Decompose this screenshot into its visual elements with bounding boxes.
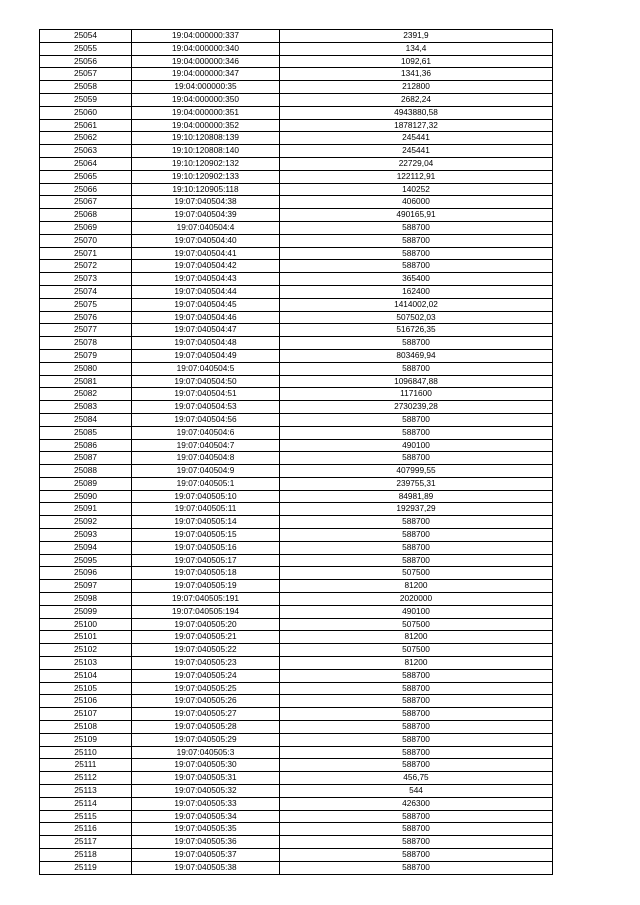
value-cell: 588700 <box>280 669 553 682</box>
row-number-cell: 25108 <box>40 721 132 734</box>
table-row <box>40 682 553 695</box>
row-number-cell: 25080 <box>40 362 132 375</box>
value-cell: 588700 <box>280 362 553 375</box>
cadastral-number-cell: 19:07:040505:24 <box>132 669 280 682</box>
row-number-cell: 25068 <box>40 209 132 222</box>
cadastral-number-cell: 19:07:040504:5 <box>132 362 280 375</box>
row-number-cell: 25107 <box>40 708 132 721</box>
cadastral-number-cell: 19:10:120808:139 <box>132 132 280 145</box>
table-row <box>40 644 553 657</box>
row-number-cell: 25115 <box>40 810 132 823</box>
value-cell: 84981,89 <box>280 490 553 503</box>
table-row <box>40 132 553 145</box>
row-number-cell: 25059 <box>40 93 132 106</box>
row-number-cell: 25078 <box>40 337 132 350</box>
table-row <box>40 541 553 554</box>
cadastral-value-table <box>39 29 553 875</box>
table-row <box>40 708 553 721</box>
value-cell: 245441 <box>280 132 553 145</box>
cadastral-number-cell: 19:07:040505:191 <box>132 593 280 606</box>
value-cell: 192937,29 <box>280 503 553 516</box>
cadastral-number-cell: 19:10:120902:132 <box>132 157 280 170</box>
value-cell: 122112,91 <box>280 170 553 183</box>
cadastral-number-cell: 19:07:040504:9 <box>132 465 280 478</box>
cadastral-number-cell: 19:07:040505:22 <box>132 644 280 657</box>
table-row <box>40 567 553 580</box>
cadastral-number-cell: 19:07:040505:31 <box>132 772 280 785</box>
value-cell: 516726,35 <box>280 324 553 337</box>
cadastral-number-cell: 19:07:040504:45 <box>132 298 280 311</box>
table-row <box>40 30 553 43</box>
value-cell: 588700 <box>280 861 553 874</box>
table-row <box>40 516 553 529</box>
row-number-cell: 25093 <box>40 529 132 542</box>
table-row <box>40 68 553 81</box>
row-number-cell: 25119 <box>40 861 132 874</box>
table-row <box>40 836 553 849</box>
value-cell: 490100 <box>280 439 553 452</box>
row-number-cell: 25063 <box>40 145 132 158</box>
table-row <box>40 452 553 465</box>
row-number-cell: 25103 <box>40 657 132 670</box>
cadastral-number-cell: 19:07:040505:21 <box>132 631 280 644</box>
cadastral-number-cell: 19:07:040505:33 <box>132 797 280 810</box>
row-number-cell: 25064 <box>40 157 132 170</box>
cadastral-number-cell: 19:04:000000:352 <box>132 119 280 132</box>
value-cell: 245441 <box>280 145 553 158</box>
row-number-cell: 25055 <box>40 42 132 55</box>
table-row <box>40 861 553 874</box>
table-row <box>40 733 553 746</box>
row-number-cell: 25062 <box>40 132 132 145</box>
table-row <box>40 93 553 106</box>
table-row <box>40 388 553 401</box>
value-cell: 588700 <box>280 541 553 554</box>
cadastral-number-cell: 19:07:040505:194 <box>132 605 280 618</box>
value-cell: 588700 <box>280 823 553 836</box>
row-number-cell: 25086 <box>40 439 132 452</box>
table-row <box>40 490 553 503</box>
value-cell: 1171600 <box>280 388 553 401</box>
row-number-cell: 25096 <box>40 567 132 580</box>
table-row <box>40 81 553 94</box>
table-row <box>40 605 553 618</box>
table-row <box>40 503 553 516</box>
value-cell: 212800 <box>280 81 553 94</box>
table-row <box>40 759 553 772</box>
value-cell: 1092,61 <box>280 55 553 68</box>
value-cell: 588700 <box>280 516 553 529</box>
cadastral-number-cell: 19:07:040504:4 <box>132 221 280 234</box>
table-row <box>40 42 553 55</box>
cadastral-number-cell: 19:07:040505:25 <box>132 682 280 695</box>
value-cell: 239755,31 <box>280 477 553 490</box>
table-row <box>40 439 553 452</box>
row-number-cell: 25071 <box>40 247 132 260</box>
cadastral-number-cell: 19:07:040504:7 <box>132 439 280 452</box>
row-number-cell: 25083 <box>40 401 132 414</box>
value-cell: 1341,36 <box>280 68 553 81</box>
row-number-cell: 25057 <box>40 68 132 81</box>
table-row <box>40 298 553 311</box>
table-body <box>40 30 553 875</box>
row-number-cell: 25099 <box>40 605 132 618</box>
table-row <box>40 426 553 439</box>
cadastral-number-cell: 19:07:040504:49 <box>132 349 280 362</box>
value-cell: 544 <box>280 785 553 798</box>
row-number-cell: 25092 <box>40 516 132 529</box>
table-row <box>40 324 553 337</box>
table-row <box>40 413 553 426</box>
row-number-cell: 25087 <box>40 452 132 465</box>
table-row <box>40 669 553 682</box>
cadastral-number-cell: 19:04:000000:337 <box>132 30 280 43</box>
table-row <box>40 260 553 273</box>
cadastral-number-cell: 19:07:040505:27 <box>132 708 280 721</box>
value-cell: 162400 <box>280 285 553 298</box>
value-cell: 507500 <box>280 618 553 631</box>
table-row <box>40 349 553 362</box>
row-number-cell: 25097 <box>40 580 132 593</box>
value-cell: 456,75 <box>280 772 553 785</box>
row-number-cell: 25100 <box>40 618 132 631</box>
cadastral-number-cell: 19:04:000000:346 <box>132 55 280 68</box>
row-number-cell: 25076 <box>40 311 132 324</box>
table-row <box>40 337 553 350</box>
table-row <box>40 721 553 734</box>
value-cell: 588700 <box>280 234 553 247</box>
value-cell: 22729,04 <box>280 157 553 170</box>
row-number-cell: 25072 <box>40 260 132 273</box>
table-row <box>40 285 553 298</box>
cadastral-number-cell: 19:07:040505:28 <box>132 721 280 734</box>
row-number-cell: 25085 <box>40 426 132 439</box>
value-cell: 588700 <box>280 836 553 849</box>
cadastral-number-cell: 19:07:040505:34 <box>132 810 280 823</box>
table-row <box>40 247 553 260</box>
cadastral-number-cell: 19:07:040504:56 <box>132 413 280 426</box>
cadastral-number-cell: 19:07:040505:11 <box>132 503 280 516</box>
row-number-cell: 25114 <box>40 797 132 810</box>
cadastral-number-cell: 19:07:040504:43 <box>132 273 280 286</box>
value-cell: 588700 <box>280 247 553 260</box>
value-cell: 81200 <box>280 657 553 670</box>
cadastral-number-cell: 19:07:040504:38 <box>132 196 280 209</box>
row-number-cell: 25110 <box>40 746 132 759</box>
cadastral-number-cell: 19:07:040505:10 <box>132 490 280 503</box>
cadastral-number-cell: 19:07:040504:44 <box>132 285 280 298</box>
value-cell: 4943880,58 <box>280 106 553 119</box>
value-cell: 588700 <box>280 810 553 823</box>
value-cell: 588700 <box>280 529 553 542</box>
cadastral-number-cell: 19:10:120905:118 <box>132 183 280 196</box>
value-cell: 588700 <box>280 746 553 759</box>
cadastral-number-cell: 19:07:040505:32 <box>132 785 280 798</box>
cadastral-number-cell: 19:07:040504:41 <box>132 247 280 260</box>
value-cell: 2391,9 <box>280 30 553 43</box>
row-number-cell: 25082 <box>40 388 132 401</box>
row-number-cell: 25111 <box>40 759 132 772</box>
value-cell: 588700 <box>280 554 553 567</box>
value-cell: 406000 <box>280 196 553 209</box>
table-row <box>40 593 553 606</box>
value-cell: 81200 <box>280 580 553 593</box>
value-cell: 2682,24 <box>280 93 553 106</box>
table-row <box>40 785 553 798</box>
table-row <box>40 362 553 375</box>
row-number-cell: 25089 <box>40 477 132 490</box>
cadastral-number-cell: 19:07:040505:26 <box>132 695 280 708</box>
cadastral-number-cell: 19:07:040504:48 <box>132 337 280 350</box>
cadastral-number-cell: 19:07:040504:53 <box>132 401 280 414</box>
table-row <box>40 145 553 158</box>
table-row <box>40 401 553 414</box>
table-row <box>40 823 553 836</box>
row-number-cell: 25088 <box>40 465 132 478</box>
value-cell: 490100 <box>280 605 553 618</box>
table-row <box>40 170 553 183</box>
row-number-cell: 25106 <box>40 695 132 708</box>
table-row <box>40 631 553 644</box>
value-cell: 1414002,02 <box>280 298 553 311</box>
cadastral-number-cell: 19:07:040504:8 <box>132 452 280 465</box>
cadastral-number-cell: 19:07:040504:47 <box>132 324 280 337</box>
row-number-cell: 25060 <box>40 106 132 119</box>
row-number-cell: 25104 <box>40 669 132 682</box>
value-cell: 490165,91 <box>280 209 553 222</box>
table-row <box>40 746 553 759</box>
table-row <box>40 311 553 324</box>
value-cell: 588700 <box>280 682 553 695</box>
value-cell: 407999,55 <box>280 465 553 478</box>
row-number-cell: 25081 <box>40 375 132 388</box>
table-row <box>40 465 553 478</box>
cadastral-number-cell: 19:04:000000:347 <box>132 68 280 81</box>
cadastral-number-cell: 19:07:040504:51 <box>132 388 280 401</box>
row-number-cell: 25065 <box>40 170 132 183</box>
row-number-cell: 25077 <box>40 324 132 337</box>
cadastral-number-cell: 19:07:040505:15 <box>132 529 280 542</box>
value-cell: 803469,94 <box>280 349 553 362</box>
value-cell: 2020000 <box>280 593 553 606</box>
value-cell: 588700 <box>280 733 553 746</box>
row-number-cell: 25066 <box>40 183 132 196</box>
cadastral-number-cell: 19:07:040505:14 <box>132 516 280 529</box>
table-row <box>40 797 553 810</box>
table-row <box>40 55 553 68</box>
value-cell: 588700 <box>280 849 553 862</box>
value-cell: 2730239,28 <box>280 401 553 414</box>
value-cell: 588700 <box>280 695 553 708</box>
cadastral-number-cell: 19:07:040505:20 <box>132 618 280 631</box>
row-number-cell: 25074 <box>40 285 132 298</box>
table-row <box>40 157 553 170</box>
value-cell: 1878127,32 <box>280 119 553 132</box>
table-row <box>40 772 553 785</box>
row-number-cell: 25079 <box>40 349 132 362</box>
value-cell: 365400 <box>280 273 553 286</box>
row-number-cell: 25090 <box>40 490 132 503</box>
cadastral-number-cell: 19:07:040505:19 <box>132 580 280 593</box>
cadastral-number-cell: 19:07:040505:3 <box>132 746 280 759</box>
row-number-cell: 25118 <box>40 849 132 862</box>
row-number-cell: 25116 <box>40 823 132 836</box>
table-row <box>40 234 553 247</box>
row-number-cell: 25094 <box>40 541 132 554</box>
row-number-cell: 25098 <box>40 593 132 606</box>
row-number-cell: 25054 <box>40 30 132 43</box>
row-number-cell: 25084 <box>40 413 132 426</box>
cadastral-number-cell: 19:07:040504:50 <box>132 375 280 388</box>
table-row <box>40 209 553 222</box>
value-cell: 426300 <box>280 797 553 810</box>
value-cell: 134,4 <box>280 42 553 55</box>
cadastral-number-cell: 19:07:040505:18 <box>132 567 280 580</box>
row-number-cell: 25073 <box>40 273 132 286</box>
value-cell: 1096847,88 <box>280 375 553 388</box>
value-cell: 588700 <box>280 759 553 772</box>
table-row <box>40 183 553 196</box>
row-number-cell: 25113 <box>40 785 132 798</box>
cadastral-number-cell: 19:07:040505:36 <box>132 836 280 849</box>
cadastral-number-cell: 19:07:040504:39 <box>132 209 280 222</box>
value-cell: 507500 <box>280 644 553 657</box>
table-row <box>40 657 553 670</box>
table-row <box>40 477 553 490</box>
row-number-cell: 25069 <box>40 221 132 234</box>
value-cell: 588700 <box>280 721 553 734</box>
table-row <box>40 196 553 209</box>
row-number-cell: 25061 <box>40 119 132 132</box>
cadastral-number-cell: 19:07:040505:16 <box>132 541 280 554</box>
row-number-cell: 25112 <box>40 772 132 785</box>
row-number-cell: 25095 <box>40 554 132 567</box>
value-cell: 588700 <box>280 337 553 350</box>
table-row <box>40 273 553 286</box>
table-row <box>40 810 553 823</box>
value-cell: 81200 <box>280 631 553 644</box>
cadastral-number-cell: 19:07:040505:29 <box>132 733 280 746</box>
cadastral-number-cell: 19:07:040504:42 <box>132 260 280 273</box>
value-cell: 588700 <box>280 426 553 439</box>
cadastral-number-cell: 19:07:040505:38 <box>132 861 280 874</box>
row-number-cell: 25102 <box>40 644 132 657</box>
cadastral-number-cell: 19:07:040505:1 <box>132 477 280 490</box>
row-number-cell: 25117 <box>40 836 132 849</box>
cadastral-number-cell: 19:07:040504:46 <box>132 311 280 324</box>
value-cell: 588700 <box>280 452 553 465</box>
row-number-cell: 25105 <box>40 682 132 695</box>
row-number-cell: 25091 <box>40 503 132 516</box>
table-row <box>40 106 553 119</box>
value-cell: 588700 <box>280 708 553 721</box>
row-number-cell: 25058 <box>40 81 132 94</box>
value-cell: 588700 <box>280 221 553 234</box>
cadastral-number-cell: 19:07:040504:6 <box>132 426 280 439</box>
table-row <box>40 375 553 388</box>
table-row <box>40 618 553 631</box>
cadastral-number-cell: 19:07:040505:30 <box>132 759 280 772</box>
value-cell: 140252 <box>280 183 553 196</box>
row-number-cell: 25075 <box>40 298 132 311</box>
cadastral-number-cell: 19:04:000000:351 <box>132 106 280 119</box>
cadastral-number-cell: 19:07:040504:40 <box>132 234 280 247</box>
table-row <box>40 580 553 593</box>
row-number-cell: 25101 <box>40 631 132 644</box>
cadastral-number-cell: 19:10:120808:140 <box>132 145 280 158</box>
value-cell: 507502,03 <box>280 311 553 324</box>
row-number-cell: 25067 <box>40 196 132 209</box>
cadastral-number-cell: 19:10:120902:133 <box>132 170 280 183</box>
row-number-cell: 25109 <box>40 733 132 746</box>
table-row <box>40 119 553 132</box>
cadastral-number-cell: 19:07:040505:17 <box>132 554 280 567</box>
value-cell: 588700 <box>280 260 553 273</box>
row-number-cell: 25070 <box>40 234 132 247</box>
table-row <box>40 695 553 708</box>
value-cell: 507500 <box>280 567 553 580</box>
cadastral-number-cell: 19:07:040505:35 <box>132 823 280 836</box>
cadastral-number-cell: 19:07:040505:23 <box>132 657 280 670</box>
value-cell: 588700 <box>280 413 553 426</box>
cadastral-number-cell: 19:04:000000:340 <box>132 42 280 55</box>
cadastral-number-cell: 19:07:040505:37 <box>132 849 280 862</box>
table-row <box>40 529 553 542</box>
table-row <box>40 221 553 234</box>
cadastral-number-cell: 19:04:000000:350 <box>132 93 280 106</box>
cadastral-number-cell: 19:04:000000:35 <box>132 81 280 94</box>
row-number-cell: 25056 <box>40 55 132 68</box>
table-row <box>40 554 553 567</box>
table-row <box>40 849 553 862</box>
